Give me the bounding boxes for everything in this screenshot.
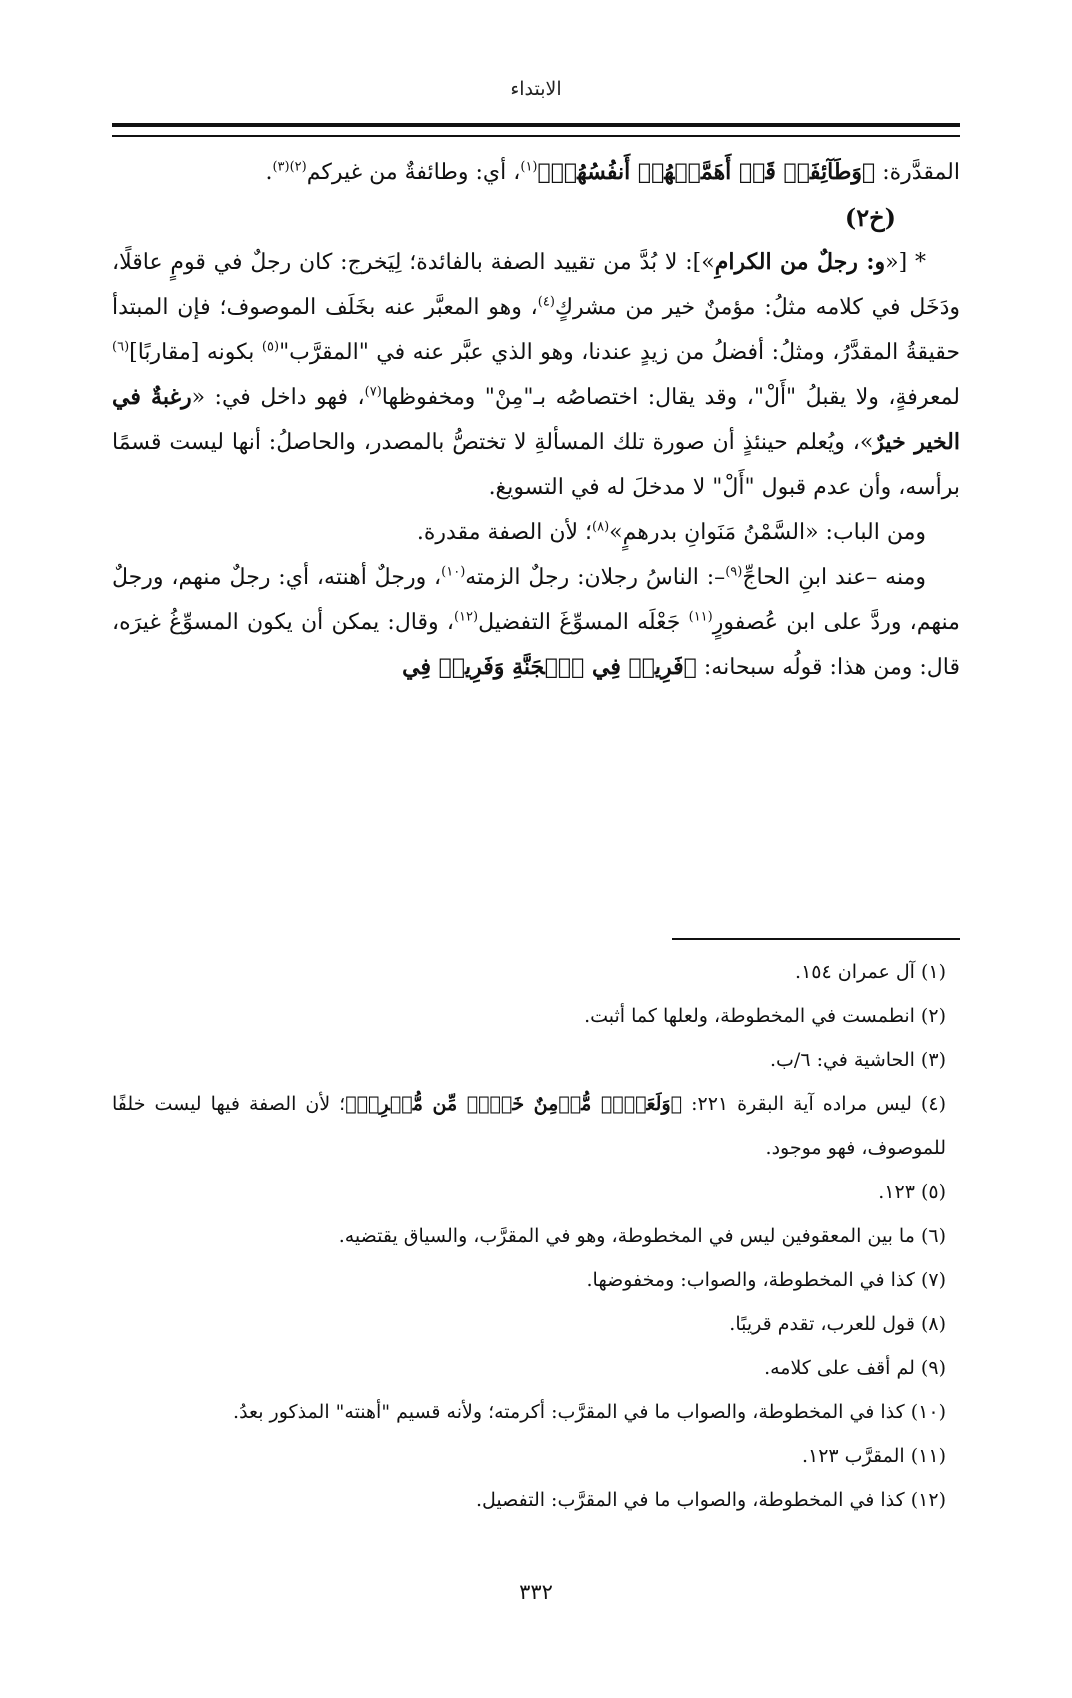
paragraph-3 [112,510,960,555]
footnote-7: (٧) كذا في المخطوطة، والصواب: ومخفوضها. [586,1269,946,1291]
footnote-8: (٨) قول للعرب، تقدم قريبًا. [729,1313,946,1335]
text-run: ، وقال: يمكن أن يكون المسوِّغُ غيرَه، قال: ومن هذا: قولُه سبحانه: [112,610,960,680]
quran-quote: ﴿وَطَآئِفَةٞ قَدۡ أَهَمَّتۡهُمۡ أَنفُسُهُمۡ﴾ [537,159,876,185]
footnote-ref: (٨) [592,519,610,535]
text-run: بكونه [مقاربًا] [129,340,262,365]
paragraph-2 [112,240,960,510]
text-run: ؛ لأن الصفة مقدرة. [416,520,593,545]
text-run: ، وهو المعبَّر عنه بخَلَف الموصوف؛ فإن المبتدأ حقيقةُ المقدَّرُ، ومثلُ: أفضلُ من زيدٍ عندنا، وهو الذي عبَّر عنه في "المقرَّب" [112,295,960,365]
footnote-3: (٣) الحاشية في: ٦/ب. [769,1049,946,1071]
text-run: ، فهو داخل في: « [191,385,365,410]
running-head: الابتداء [510,78,562,100]
footnote-ref: (٥) [261,339,280,355]
text-run: »، ويُعلم حينئذٍ أن صورة تلك المسألةِ لا تختصُّ بالمصدر، والحاصلُ: أنها ليست قسمًا برأسه، وأن عدم قبول "أَلْ" لا مدخلَ له في التسويغ. [112,430,960,500]
footnote-11: (١١) المقرَّب ١٢٣. [801,1445,946,1467]
paragraph-4 [112,555,960,690]
footnote-5: (٥) ١٢٣. [878,1181,946,1203]
lemma: و: رجلٌ من الكرامِ [714,249,886,275]
footnote-ref: (٢)(٣) [272,159,307,175]
paragraph-1 [112,150,960,195]
text-run: ؛ لأن الصفة فيها ليست خلفًا للموصوف، فهو موجود. [112,1093,946,1159]
footnote-ref: (٦) [112,339,130,355]
text-run: ، أي: وطائفةٌ من غيركم [306,160,521,185]
text-run: جَعْلَه المسوِّغَ التفضيل [478,610,689,635]
bold-example: رغبةٌ في الخير خيرٌ [112,384,960,455]
footnote-10: (١٠) كذا في المخطوطة، والصواب ما في المقرَّب: أكرمته؛ ولأنه قسيم "أهنته" المذكور بعدُ. [233,1401,946,1423]
page-number: ٣٣٢ [519,1580,553,1604]
text-run: »]: لا بُدَّ من تقييد الصفة بالفائدة؛ لِيَخرج: كان رجلٌ في قومٍ عاقلًا، ودَخَل في كلامه مثلُ: مؤمنٌ خير من مشركٍ [112,250,960,320]
footnote-9: (٩) لم أقف على كلامه. [764,1357,946,1379]
text-run: * [« [885,250,926,275]
text-run: . [265,160,273,185]
footnote-ref: (٤) [537,294,555,310]
footnote-ref: (١١) [688,609,713,625]
text-run: –: الناسُ رجلان: رجلٌ الزمته [465,565,726,590]
footnote-ref: (١٢) [453,609,479,625]
text-run: ومن الباب: «السَّمْنُ مَنَوانِ بدرهمٍ» [609,520,926,545]
footnote-ref: (١٠) [441,564,466,580]
footnote-12: (١٢) كذا في المخطوطة، والصواب ما في المقرَّب: التفصيل. [475,1489,946,1511]
header-rule-thin [112,135,960,137]
quran-quote: ﴿وَلَعَبۡدٞ مُّؤۡمِنٌ خَيۡرٞ مِّن مُّشۡرِكٖ﴾ [345,1093,683,1115]
footnote-ref: (٩) [725,564,743,580]
footnote-ref: (١) [520,159,538,175]
footnotes [112,950,960,1522]
quran-quote: ﴿فَرِيقٞ فِي ٱلۡجَنَّةِ وَفَرِيقٞ فِي [402,654,697,680]
text-run: ، ورجلٌ أهنته، أي: رجلٌ منهم، ورجلٌ منهم، وردَّ على ابن عُصفورٍ [112,565,960,635]
text-run: (٤) ليس مراده آية البقرة ٢٢١: [682,1093,946,1115]
manuscript-marker: (خ٢) [844,203,896,232]
footnote-6: (٦) ما بين المعقوفين ليس في المخطوطة، وهو في المقرَّب، والسياق يقتضيه. [338,1225,946,1247]
footnote-4 [112,1082,960,1170]
text-run: المقدَّرة: [875,160,960,185]
text-run: ومنه –عند ابنِ الحاجِّ [742,565,926,590]
header-rule-thick [112,123,960,127]
footnote-separator [672,938,960,940]
footnote-1: (١) آل عمران ١٥٤. [795,961,946,983]
text-run: لمعرفةٍ، ولا يقبلُ "أَلْ"، وقد يقال: اختصاصُه بـ"مِنْ" ومخفوظها [381,385,960,410]
footnote-ref: (٧) [364,384,382,400]
main-text [112,150,960,690]
footnote-2: (٢) انطمست في المخطوطة، ولعلها كما أثبت. [584,1005,946,1027]
